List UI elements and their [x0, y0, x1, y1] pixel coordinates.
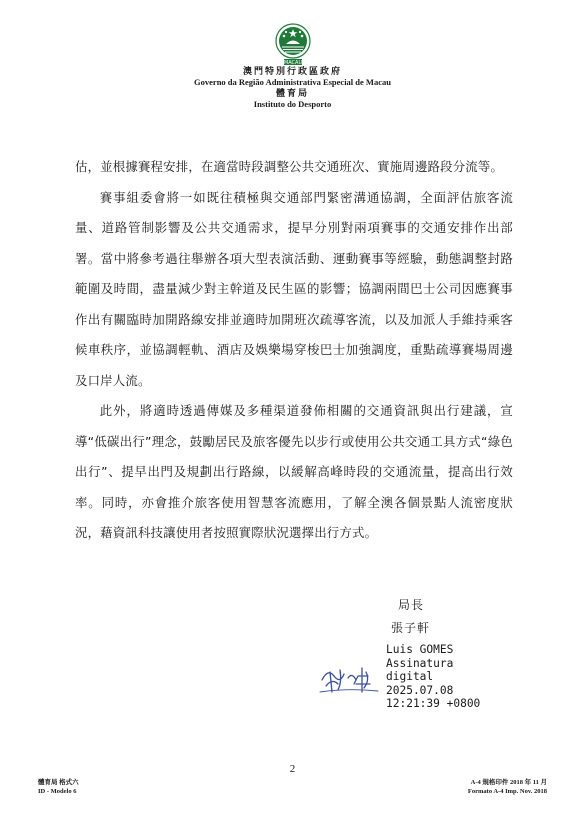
footer-format-cn: A-4 規格印件 2018 年 11 月 — [470, 779, 547, 786]
paragraph-green-travel: 此外，將適時透過傳媒及多種渠道發佈相關的交通資訊與出行建議，宣導“低碳出行”理念，鼓勵居民及旅客優先以步行或使用公共交通工具方式“綠色出行”、提早出門及規劃出行路線，以緩解高峰時段的交通流量，提高出行效率。同時，亦會推介旅客使用智慧客流應用，了解全澳各個景點人流密度狀況，藉資訊科技讓使用者按照實際狀況選擇出行方式。 — [75, 403, 513, 540]
footer-form-code — [38, 778, 79, 796]
svg-text:MACAU: MACAU — [283, 60, 302, 66]
footer-form-pt: ID - Modelo 6 — [38, 788, 77, 795]
macau-emblem-icon — [269, 22, 317, 66]
footer-format-pt: Formato A-4 Imp. Nov. 2018 — [467, 788, 547, 795]
digital-signer: Luis GOMES — [386, 643, 454, 656]
page-number: 2 — [289, 763, 296, 775]
signatory-name: 張子軒 — [391, 621, 431, 635]
letterhead — [0, 22, 585, 110]
government-name-pt: Governo da Região Administrativa Especial de Macau — [194, 77, 391, 87]
footer-print-format — [468, 778, 547, 796]
government-name-cn: 澳門特別行政區政府 — [242, 66, 342, 76]
digital-label-1: Assinatura — [386, 656, 454, 670]
paragraph-traffic-arrangements: 賽事組委會將一如既往積極與交通部門緊密溝通協調，全面評估旅客流量、道路管制影響及公共交通需求，提早分別對兩項賽事的交通安排作出部署。當中將參考過往舉辦各項大型表演活動、運動賽事等經驗，動態調整封路範圍及時間，盡量減少對主幹道及民生區的影響；協調兩間巴士公司因應賽事作出有關臨時加開路線安排並適時加開班次疏導客流，以及加派人手維持乘客候車秩序，並協調輕軌、酒店及娛樂場穿梭巴士加強調度，重點疏導賽場周邊及口岸人流。 — [75, 189, 513, 388]
letter-body — [75, 152, 513, 549]
signatory-title: 局長 — [398, 598, 425, 612]
institute-name-pt: Instituto do Desporto — [253, 99, 332, 109]
handwritten-signature-icon — [318, 658, 384, 698]
digital-date: 2025.07.08 — [386, 683, 454, 697]
digital-signature-block — [386, 643, 480, 711]
institute-name-cn: 體育局 — [275, 88, 309, 98]
paragraph-continued: 估，並根據賽程安排，在適當時段調整公共交通班次、實施周邊路段分流等。 — [75, 159, 504, 174]
footer-form-cn: 體育局 格式六 — [38, 779, 79, 786]
digital-time: 12:21:39 +0800 — [386, 697, 481, 710]
digital-label-2: digital — [386, 670, 434, 683]
